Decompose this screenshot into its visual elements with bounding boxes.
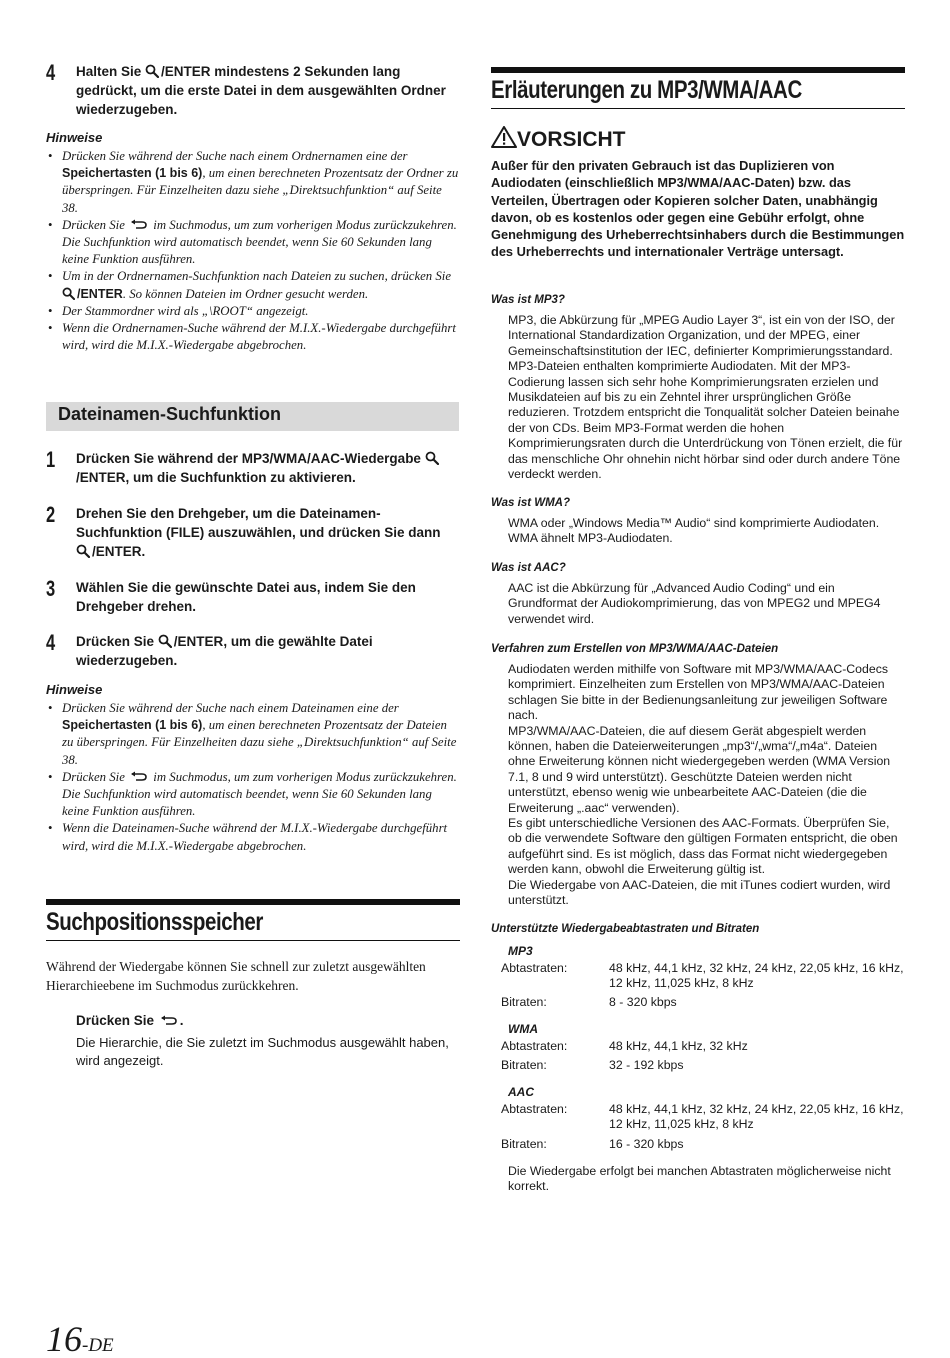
make-heading: Verfahren zum Erstellen von MP3/WMA/AAC-Dateien	[491, 643, 779, 655]
note-text: Die Suchfunktion wird automatisch beendet, wenn Sie 60 Sekunden lang keine Funktion ausführen.	[62, 787, 432, 819]
step-text-pre: Drücken Sie	[76, 634, 158, 649]
step-text: Drücken Sie	[76, 1013, 158, 1028]
note-text: , um einen berechneten Prozentsatz der Dateien zu überspringen. Für Einzelheiten dazu siehe „Direktsuchfunktion“ auf Seite 38.	[62, 718, 457, 767]
caution-title: VORSICHT	[517, 128, 626, 151]
note-text: Um in der Ordnernamen-Suchfunktion nach Dateien zu suchen, drücken Sie	[62, 269, 452, 284]
search-icon	[145, 64, 159, 78]
note-bold: Speichertasten (1 bis 6)	[62, 718, 203, 733]
note-item	[46, 700, 460, 769]
step-3	[46, 578, 460, 616]
notes-list-folder	[46, 148, 460, 354]
step-text-end: .	[179, 1013, 184, 1028]
row-label: Abtastraten:	[501, 1102, 568, 1116]
aac-body: AAC ist die Abkürzung für „Advanced Audio Coding“ und ein Grundformat der Audiokomprimierung, das von MPEG2 und MPEG4 verwendet wird.	[508, 581, 881, 626]
row-value: 48 kHz, 44,1 kHz, 32 kHz	[609, 1039, 748, 1053]
rates-note: Die Wiedergabe erfolgt bei manchen Abtastraten möglicherweise nicht korrekt.	[508, 1164, 891, 1194]
note-text: Drücken Sie	[62, 769, 129, 784]
note-bold: Speichertasten (1 bis 6)	[62, 166, 203, 181]
make-paragraph: Es gibt unterschiedliche Versionen des AAC-Formats. Überprüfen Sie, ob die verwendete Software den gültigen Formaten entspricht, die oben aufgeführt sind. Es ist möglich, dass das Format nicht wiedergegeben werden kann, obwohl die Erweiterung gültig ist.	[508, 816, 898, 877]
step-text	[76, 62, 460, 119]
return-icon	[130, 771, 148, 781]
note-text: Die Suchfunktion wird automatisch beendet, wenn Sie 60 Sekunden lang keine Funktion ausführen.	[62, 235, 432, 267]
note-item: • Der Stammordner wird als „\ROOT“ angezeigt.	[46, 303, 460, 320]
step-number: 4	[46, 630, 56, 655]
row-label: Bitraten:	[501, 1137, 547, 1151]
step-text-post: mindestens 2 Sekunden lang gedrückt, um die erste Datei in dem ausgewählten Ordner wiederzugeben.	[76, 64, 446, 117]
return-icon	[130, 219, 148, 229]
caution-body: Außer für den privaten Gebrauch ist das Duplizieren von Audiodaten (einschließlich MP3/WMA/AAC-Daten) bzw. das Verteilen, Übertragen oder Kopieren solcher Daten, unabhängig davon, ob es kostenlos oder gegen eine Gebühr erfolgt, ohne Genehmigung des Urheberrechtsinhabers durch die Bestimmungen des Urheberrechts und internationaler Verträge untersagt.	[491, 158, 905, 260]
notes-heading: Hinweise	[46, 130, 103, 145]
row-value: 32 - 192 kbps	[609, 1058, 684, 1072]
step-number: 2	[46, 502, 56, 527]
note-item: • Wenn die Dateinamen-Suche während der M.I.X.-Wiedergabe durchgeführt wird, wird die M.I.X.-Wiedergabe abgebrochen.	[46, 820, 460, 854]
make-paragraph: MP3/WMA/AAC-Dateien, die auf diesem Gerät abgespielt werden können, haben die Dateierweiterungen „mp3“/„wma“/„m4a“. Dateien ohne Erweiterung können nicht wiedergegeben werden (WMA Version 7.1, 8 und 9 wird unterstützt). Geschützte Dateien werden nicht unterstützt, ebenso wenig wie unbearbeitete AAC-Dateien (die die Erweiterung „.aac“ verwenden).	[508, 723, 891, 815]
notes-heading: Hinweise	[46, 682, 103, 697]
step-4-hold-enter	[46, 62, 460, 119]
step-bold: Drehgeber	[76, 599, 144, 614]
note-text: im Suchmodus, um zum vorherigen Modus zurückzukehren.	[150, 769, 457, 784]
note-text: , um einen berechneten Prozentsatz der Ordner zu überspringen. Für Einzelheiten dazu siehe „Direktsuchfunktion“ auf Seite 38.	[62, 166, 459, 215]
position-step	[76, 1012, 460, 1030]
wma-rates-heading: WMA	[508, 1022, 538, 1036]
position-intro: Während der Wiedergabe können Sie schnell zur zuletzt ausgewählten Hierarchieebene im Suchmodus zurückkehren.	[46, 959, 426, 993]
step-key: /ENTER	[92, 544, 142, 559]
return-icon	[160, 1015, 178, 1025]
step-number: 4	[46, 60, 56, 85]
page-footer	[46, 1318, 114, 1358]
step-text-post: drehen.	[143, 599, 197, 614]
section-title: Erläuterungen zu MP3/WMA/AAC	[491, 76, 802, 104]
step-2	[46, 504, 460, 561]
note-item	[46, 217, 460, 269]
step-text	[76, 632, 460, 670]
step-text	[76, 449, 460, 487]
note-text: Drücken Sie während der Suche nach einem Ordnernamen eine der	[62, 149, 408, 163]
section-heading-position-memory	[46, 899, 460, 941]
search-icon	[62, 287, 75, 300]
note-text: Drücken Sie während der Suche nach einem Dateinamen eine der	[62, 701, 399, 715]
note-item	[46, 268, 460, 302]
mp3-heading: Was ist MP3?	[491, 294, 565, 306]
caution-heading	[491, 126, 626, 152]
note-text: Drücken Sie	[62, 217, 129, 232]
note-text: im Suchmodus, um zum vorherigen Modus zurückzukehren.	[150, 217, 457, 232]
note-text: . So können Dateien im Ordner gesucht werden.	[122, 286, 369, 301]
wma-heading: Was ist WMA?	[491, 497, 571, 509]
step-text-end: .	[141, 544, 146, 559]
mp3-rates-heading: MP3	[508, 944, 533, 958]
note-item	[46, 769, 460, 821]
step-text-pre: Wählen Sie die gewünschte Datei aus, indem Sie den	[76, 580, 416, 595]
search-icon	[158, 634, 172, 648]
step-bold: Drehgeber	[178, 506, 245, 521]
row-label: Abtastraten:	[501, 1039, 568, 1053]
row-label: Abtastraten:	[501, 961, 568, 975]
step-text-post: , um die Dateinamen-Suchfunktion (FILE) auszuwählen, und drücken Sie dann	[76, 506, 441, 540]
step-text-pre: Halten Sie	[76, 64, 146, 79]
step-text	[76, 578, 460, 616]
aac-heading: Was ist AAC?	[491, 562, 566, 574]
aac-rates-heading: AAC	[508, 1085, 534, 1099]
step-text-pre: Drehen Sie den	[76, 506, 179, 521]
step-key: /ENTER	[76, 470, 126, 485]
make-paragraph: Audiodaten werden mithilfe von Software mit MP3/WMA/AAC-Codecs komprimiert. Einzelheiten zum Erstellen von MP3/WMA/AAC-Dateien schlagen Sie bitte in der Bedienungsanleitung zur jeweiligen Software nach.	[508, 662, 888, 723]
step-text-post: , um die gewählte Datei wiederzugeben.	[76, 634, 373, 668]
position-body: Die Hierarchie, die Sie zuletzt im Suchmodus ausgewählt haben, wird angezeigt.	[76, 1035, 449, 1068]
section-heading-mp3-wma-aac	[491, 67, 905, 109]
page-number: 16	[46, 1319, 82, 1358]
make-paragraph: Die Wiedergabe von AAC-Dateien, die mit iTunes codiert wurden, wird unterstützt.	[508, 877, 891, 908]
step-key: /ENTER	[161, 64, 211, 79]
note-item	[46, 148, 460, 217]
step-text-post: , um die Suchfunktion zu aktivieren.	[125, 470, 356, 485]
make-body	[508, 662, 905, 909]
note-bold: /ENTER	[77, 286, 123, 301]
section-title: Dateinamen-Suchfunktion	[58, 404, 282, 424]
note-item: • Wenn die Ordnernamen-Suche während der M.I.X.-Wiedergabe durchgeführt wird, wird die M.I.X.-Wiedergabe abgebrochen.	[46, 320, 460, 354]
row-value: 48 kHz, 44,1 kHz, 32 kHz, 24 kHz, 22,05 kHz, 16 kHz, 12 kHz, 11,025 kHz, 8 kHz	[609, 961, 904, 991]
step-key: /ENTER	[173, 634, 224, 649]
row-value: 48 kHz, 44,1 kHz, 32 kHz, 24 kHz, 22,05 kHz, 16 kHz, 12 kHz, 11,025 kHz, 8 kHz	[609, 1102, 904, 1132]
section-heading-file-search	[46, 402, 459, 431]
step-number: 1	[46, 447, 56, 472]
row-label: Bitraten:	[501, 1058, 547, 1072]
section-title: Suchpositionsspeicher	[46, 908, 263, 936]
mp3-body: MP3, die Abkürzung für „MPEG Audio Layer 3“, ist ein von der ISO, der International Standardization Organization, und der MPEG, einer Gemeinschaftsinstitution der IEC, definierter Komprimierungsstandard. MP3-Dateien enthalten komprimierte Audiodaten. Mit der MP3-Codierung lassen sich sehr hohe Komprimierungsraten erzielen und Musikdateien auf bis zu ein Zehntel ihrer ursprünglichen Größe reduzieren. Trotzdem entspricht die Tonqualität solcher Dateien beinahe der von CDs. Beim MP3-Format werden die hohen Komprimierungsraten durch die Unterdrückung von Tönen erzielt, die für das menschliche Ohr ohnehin nicht hörbar sind oder durch andere Töne verdeckt werden.	[508, 313, 903, 482]
search-icon	[76, 544, 90, 558]
wma-body: WMA oder „Windows Media™ Audio“ sind komprimierte Audiodaten. WMA ähnelt MP3-Audiodaten.	[508, 516, 880, 546]
step-number: 3	[46, 576, 56, 601]
warning-icon	[491, 126, 517, 148]
search-icon	[425, 451, 439, 465]
rates-heading: Unterstützte Wiedergabeabtastraten und Bitraten	[491, 923, 760, 935]
page-suffix: -DE	[82, 1335, 114, 1356]
step-1	[46, 449, 460, 487]
step-text-pre: Drücken Sie während der MP3/WMA/AAC-Wiedergabe	[76, 451, 425, 466]
step-text	[76, 504, 460, 561]
step-4	[46, 632, 460, 670]
notes-list-file	[46, 700, 460, 855]
row-value: 8 - 320 kbps	[609, 995, 677, 1009]
row-label: Bitraten:	[501, 995, 547, 1009]
row-value: 16 - 320 kbps	[609, 1137, 684, 1151]
